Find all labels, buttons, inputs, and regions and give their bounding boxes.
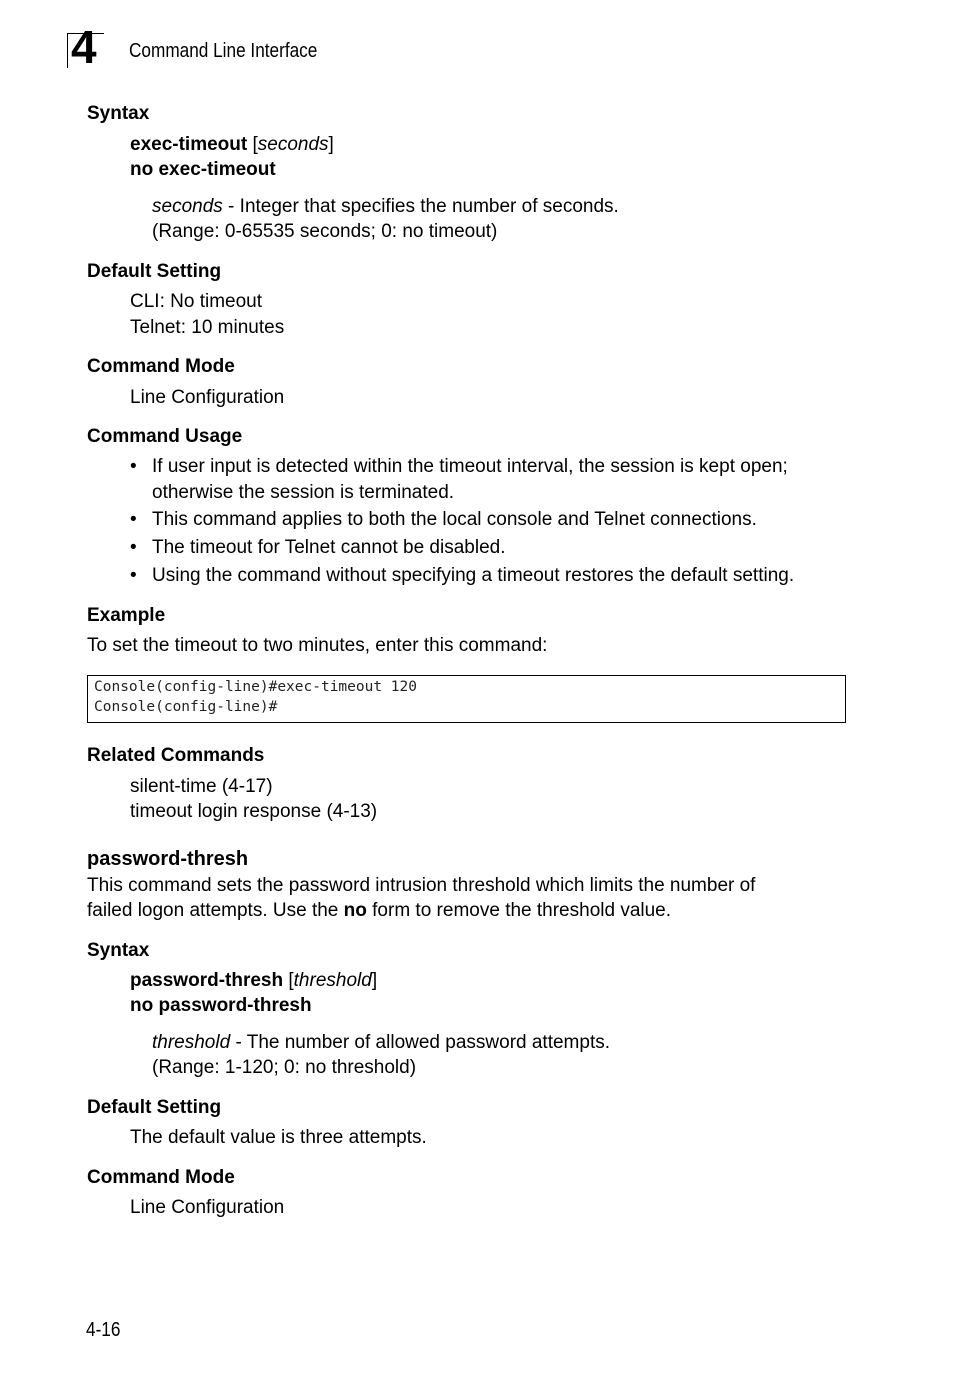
default-setting-line: CLI: No timeout (130, 291, 262, 312)
syntax-command: exec-timeout (130, 134, 248, 155)
chapter-number: 4 (71, 21, 97, 73)
parameter-range: (Range: 1-120; 0: no threshold) (152, 1057, 417, 1078)
bullet-marker: • (130, 509, 137, 530)
command-description-line: This command sets the password intrusion threshold which limits the number of (87, 875, 756, 896)
usage-item: If user input is detected within the timeout interval, the session is kept open; (152, 456, 788, 477)
default-setting-heading: Default Setting (87, 261, 222, 282)
syntax-parameter: threshold (293, 970, 372, 991)
usage-item-continued: otherwise the session is terminated. (152, 482, 455, 503)
command-mode-value: Line Configuration (130, 387, 285, 408)
usage-item: The timeout for Telnet cannot be disabled. (152, 537, 506, 558)
syntax-heading: Syntax (87, 103, 150, 124)
syntax-line: password-thresh [threshold] (130, 970, 378, 991)
description-keyword: no (343, 900, 367, 921)
related-command-item: timeout login response (4-13) (130, 801, 378, 822)
command-title: password-thresh (87, 848, 249, 870)
command-usage-heading: Command Usage (87, 426, 243, 447)
description-text: form to remove the threshold value. (366, 900, 672, 921)
usage-item: Using the command without specifying a timeout restores the default setting. (152, 565, 795, 586)
syntax-no-form: no exec-timeout (130, 159, 276, 180)
example-heading: Example (87, 605, 166, 626)
parameter-description (152, 195, 619, 219)
parameter-description (152, 1031, 610, 1055)
parameter-name: seconds (152, 196, 223, 217)
bullet-marker: • (130, 565, 137, 586)
running-header-title: Command Line Interface (129, 40, 318, 62)
bullet-marker: • (130, 456, 137, 477)
description-text: failed logon attempts. Use the (87, 900, 344, 921)
code-line: Console(config-line)# (94, 699, 278, 715)
command-mode-heading: Command Mode (87, 1167, 235, 1188)
command-description-line (87, 899, 671, 923)
parameter-text: - The number of allowed password attempts. (230, 1032, 611, 1053)
syntax-parameter: seconds (257, 134, 329, 155)
code-line: Console(config-line)#exec-timeout 120 (94, 679, 418, 695)
parameter-text: - Integer that specifies the number of seconds. (222, 196, 619, 217)
page-number: 4-16 (86, 1319, 121, 1341)
default-setting-value: The default value is three attempts. (130, 1127, 427, 1148)
syntax-line: exec-timeout [seconds] (130, 134, 334, 155)
default-setting-line: Telnet: 10 minutes (130, 317, 285, 338)
syntax-no-form: no password-thresh (130, 995, 312, 1016)
syntax-heading: Syntax (87, 940, 150, 961)
default-setting-heading: Default Setting (87, 1097, 222, 1118)
related-command-item: silent-time (4-17) (130, 776, 273, 797)
related-commands-heading: Related Commands (87, 745, 265, 766)
parameter-range: (Range: 0-65535 seconds; 0: no timeout) (152, 221, 498, 242)
usage-item: This command applies to both the local console and Telnet connections. (152, 509, 757, 530)
example-intro: To set the timeout to two minutes, enter this command: (87, 635, 548, 656)
bullet-marker: • (130, 537, 137, 558)
syntax-command: password-thresh (130, 970, 284, 991)
command-mode-heading: Command Mode (87, 356, 235, 377)
parameter-name: threshold (152, 1032, 231, 1053)
command-mode-value: Line Configuration (130, 1197, 285, 1218)
